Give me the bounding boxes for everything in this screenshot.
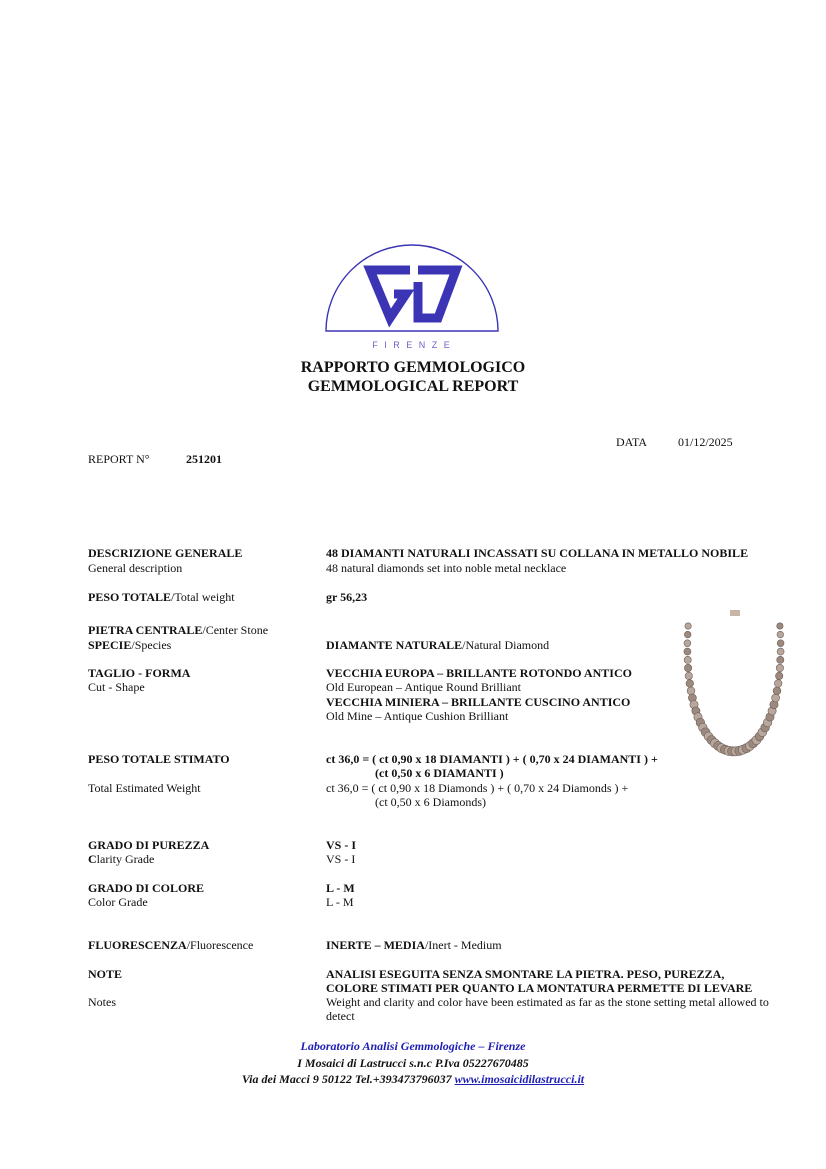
necklace-bead — [773, 687, 781, 695]
necklace-bead — [687, 687, 695, 695]
center-stone-label-en: /Center Stone — [202, 623, 269, 637]
clarity-grade-value-en: VS - I — [326, 852, 356, 866]
general-description-value-en: 48 natural diamonds set into noble metal necklace — [326, 561, 567, 575]
fluorescence-label-en: /Fluorescence — [186, 938, 254, 952]
cut-shape-label: TAGLIO - FORMA — [88, 666, 191, 680]
necklace-bead — [684, 648, 691, 655]
estimated-weight-label-en: Total Estimated Weight — [88, 781, 201, 795]
necklace-bead — [772, 694, 780, 702]
general-description-value: 48 DIAMANTI NATURALI INCASSATI SU COLLANA IN METALLO NOBILE — [326, 546, 749, 560]
necklace-bead — [776, 664, 783, 671]
date-label: DATA — [616, 435, 648, 449]
report-title-italian: RAPPORTO GEMMOLOGICO — [300, 359, 526, 376]
general-description-label: DESCRIZIONE GENERALE — [88, 546, 243, 560]
cut-value-2: VECCHIA MINIERA – BRILLANTE CUSCINO ANTICO — [326, 695, 631, 709]
species-value-en: /Natural Diamond — [462, 638, 550, 652]
necklace-bead — [777, 648, 784, 655]
notes-value-en-2: detect — [326, 1009, 355, 1023]
total-weight-label-it: PESO TOTALE — [88, 590, 172, 604]
species-value-it: DIAMANTE NATURALE — [326, 638, 463, 652]
necklace-bead — [777, 631, 784, 638]
necklace-bead — [684, 631, 691, 638]
clarity-grade-label-en — [88, 852, 154, 867]
footer-website-link[interactable]: www.imosaicidilastrucci.it — [454, 1072, 585, 1086]
total-weight-value: gr 56,23 — [326, 590, 368, 604]
necklace-bead — [685, 672, 692, 679]
estimated-weight-value-1: ct 36,0 = ( ct 0,90 x 18 DIAMANTI ) + ( 0,70 x 24 DIAMANTI ) + — [326, 752, 658, 766]
notes-label: NOTE — [88, 967, 123, 981]
cut-value-1: VECCHIA EUROPA – BRILLANTE ROTONDO ANTICO — [326, 666, 632, 680]
necklace-bead — [777, 656, 784, 663]
fluorescence-value-en: /Inert - Medium — [424, 938, 502, 952]
color-grade-value: L - M — [326, 881, 355, 895]
report-number-value: 251201 — [186, 452, 222, 466]
fluorescence-value — [326, 938, 502, 953]
total-weight-label-en: /Total weight — [171, 590, 235, 604]
estimated-weight-value-en-2: (ct 0,50 x 6 Diamonds) — [375, 795, 486, 809]
fluorescence-label — [88, 938, 253, 953]
estimated-weight-value-2: (ct 0,50 x 6 DIAMANTI ) — [375, 766, 504, 780]
logo-monogram-icon — [370, 270, 456, 318]
necklace-bead — [777, 640, 784, 647]
footer-lab-name: Laboratorio Analisi Gemmologiche – Firenze — [300, 1039, 526, 1053]
estimated-weight-label: PESO TOTALE STIMATO — [88, 752, 230, 766]
center-stone-label — [88, 623, 268, 638]
necklace-bead — [776, 672, 783, 679]
cut-value-1-en: Old European – Antique Round Brilliant — [326, 680, 521, 694]
notes-value-1: ANALISI ESEGUITA SENZA SMONTARE LA PIETRA. PESO, PUREZZA, — [326, 967, 725, 981]
color-grade-label-en: Color Grade — [88, 895, 148, 909]
lab-logo — [322, 236, 502, 336]
footer-address-text: Via dei Macci 9 50122 Tel.+393473796037 — [241, 1072, 455, 1086]
species-label-en: /Species — [131, 638, 172, 652]
necklace-bead — [684, 640, 691, 647]
clarity-grade-label: GRADO DI PUREZZA — [88, 838, 210, 852]
logo-dome-arc — [326, 245, 498, 331]
clarity-label-first-letter: C — [88, 852, 97, 866]
fluorescence-value-it: INERTE – MEDIA — [326, 938, 425, 952]
species-label-it: SPECIE — [88, 638, 132, 652]
date-value: 01/12/2025 — [678, 435, 733, 449]
clarity-label-rest: larity Grade — [96, 852, 155, 866]
necklace-clasp — [730, 610, 740, 616]
footer-address — [0, 1072, 826, 1087]
color-grade-value-en: L - M — [326, 895, 354, 909]
report-number-label: REPORT N° — [88, 452, 150, 466]
cut-value-2-en: Old Mine – Antique Cushion Brilliant — [326, 709, 509, 723]
necklace-bead — [684, 664, 691, 671]
necklace-bead — [684, 656, 691, 663]
footer-company: I Mosaici di Lastrucci s.n.c P.Iva 05227670485 — [297, 1056, 529, 1070]
total-weight-label — [88, 590, 235, 605]
species-label — [88, 638, 171, 653]
general-description-label-en: General description — [88, 561, 183, 575]
cut-shape-label-en: Cut - Shape — [88, 680, 145, 694]
logo-city: F I R E N Z E — [372, 340, 452, 350]
necklace-photo — [672, 608, 802, 764]
notes-value-en-1: Weight and clarity and color have been estimated as far as the stone setting metal allowed to — [326, 995, 769, 1009]
center-stone-label-it: PIETRA CENTRALE — [88, 623, 203, 637]
notes-label-en: Notes — [88, 995, 116, 1009]
clarity-grade-value: VS - I — [326, 838, 357, 852]
notes-value-2: COLORE STIMATI PER QUANTO LA MONTATURA PERMETTE DI LEVARE — [326, 981, 753, 995]
color-grade-label: GRADO DI COLORE — [88, 881, 205, 895]
necklace-bead — [685, 623, 691, 629]
necklace-bead — [774, 680, 782, 688]
necklace-bead — [686, 680, 694, 688]
fluorescence-label-it: FLUORESCENZA — [88, 938, 187, 952]
estimated-weight-value-en-1: ct 36,0 = ( ct 0,90 x 18 Diamonds ) + ( 0,70 x 24 Diamonds ) + — [326, 781, 629, 795]
necklace-bead — [777, 623, 783, 629]
species-value — [326, 638, 549, 653]
report-title-english: GEMMOLOGICAL REPORT — [307, 378, 519, 395]
